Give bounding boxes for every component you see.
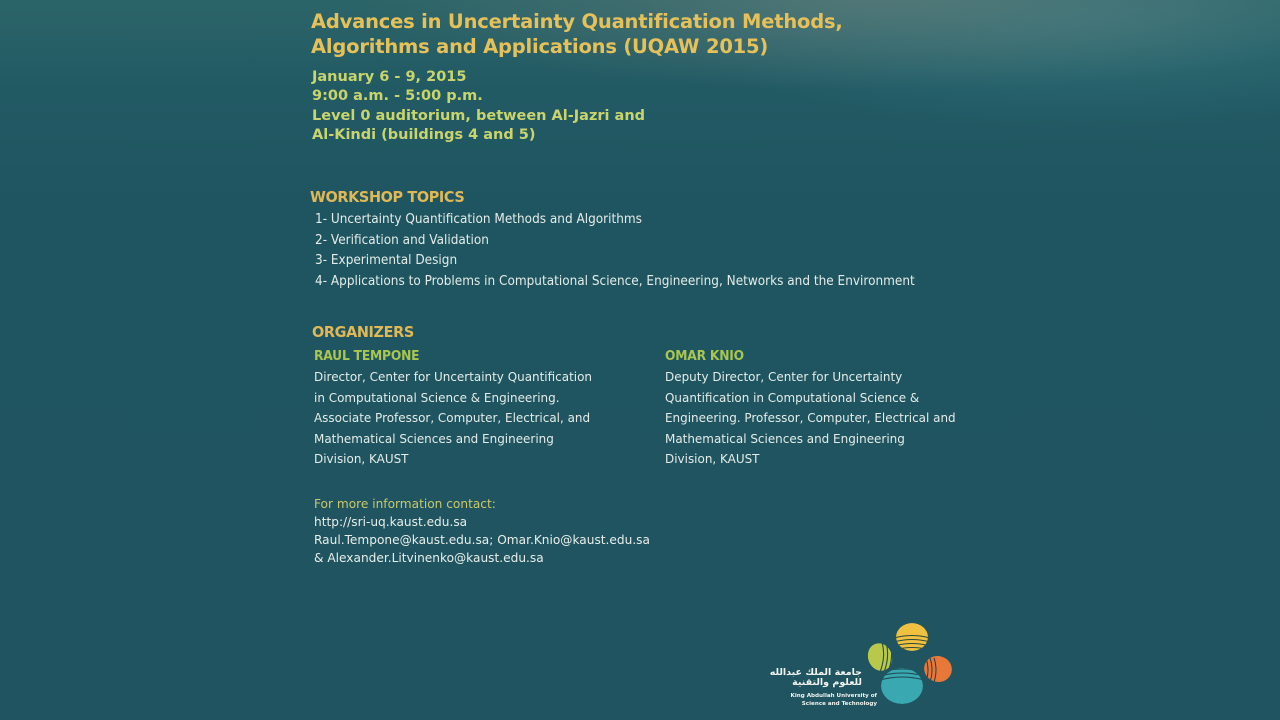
- logo-leaf-orange-fill: [921, 653, 955, 685]
- event-location-line: Level 0 auditorium, between Al-Jazri and: [312, 107, 646, 124]
- logo-leaf-orange: [921, 653, 955, 685]
- organizer-description-line: Mathematical Sciences and Engineering: [314, 430, 554, 446]
- organizer-name: RAUL TEMPONE: [314, 349, 420, 364]
- organizer-description-line: Associate Professor, Computer, Electrical, and: [314, 410, 591, 426]
- organizer-description-line: Division, KAUST: [665, 451, 760, 467]
- kaust-logo-mark-icon: [864, 620, 956, 712]
- organizer-description-line: Division, KAUST: [314, 451, 409, 467]
- website-link[interactable]: http://sri-uq.kaust.edu.sa: [314, 515, 468, 530]
- workshop-topics-list: [315, 210, 915, 292]
- topic-item: 3- Experimental Design: [315, 253, 458, 269]
- organizer-description-line: in Computational Science & Engineering.: [314, 389, 560, 405]
- organizer-omar-knio: [665, 347, 971, 470]
- organizer-description-line: Deputy Director, Center for Uncertainty: [665, 369, 903, 384]
- logo-arabic-line: للعلوم والتقنية: [792, 677, 862, 688]
- topic-item: 2- Verification and Validation: [315, 232, 489, 248]
- logo-english-line: Science and Technology: [801, 701, 877, 707]
- organizers-heading: ORGANIZERS: [312, 323, 414, 341]
- event-date: January 6 - 9, 2015: [312, 69, 467, 85]
- event-title: [311, 9, 843, 59]
- organizer-description: [314, 367, 592, 470]
- organizer-description-line: Mathematical Sciences and Engineering: [665, 430, 905, 446]
- logo-arabic-line: جامعة الملك عبدالله: [769, 667, 862, 678]
- organizer-raul-tempone: [314, 347, 607, 470]
- logo-arabic-text: [770, 668, 862, 688]
- event-title-line: Advances in Uncertainty Quantification Methods,: [311, 10, 843, 33]
- contact-info: [314, 496, 668, 568]
- logo-english-line: King Abdullah University of: [790, 693, 877, 699]
- topic-item: 1- Uncertainty Quantification Methods and Algorithms: [315, 212, 642, 227]
- event-details: [312, 68, 645, 146]
- logo-leaf-lime: [864, 640, 896, 675]
- event-time: 9:00 a.m. - 5:00 p.m.: [312, 88, 483, 105]
- organizer-description-line: Director, Center for Uncertainty Quantification: [314, 369, 592, 384]
- contact-url-line: [314, 514, 650, 532]
- contact-emails-line[interactable]: & Alexander.Litvinenko@kaust.edu.sa: [314, 551, 544, 566]
- event-location-line: Al-Kindi (buildings 4 and 5): [312, 127, 536, 144]
- organizer-description-line: Engineering. Professor, Computer, Electrical and: [665, 410, 956, 426]
- kaust-logo: [769, 620, 957, 718]
- topic-item: 4- Applications to Problems in Computational Science, Engineering, Networks and the Environment: [315, 273, 915, 289]
- logo-leaf-teal: [880, 668, 924, 704]
- event-title-line: Algorithms and Applications (UQAW 2015): [311, 35, 769, 58]
- logo-leaf-yellow: [894, 623, 930, 651]
- organizer-name: OMAR KNIO: [665, 349, 744, 364]
- workshop-topics-heading: WORKSHOP TOPICS: [310, 188, 465, 206]
- contact-label: For more information contact:: [314, 497, 496, 512]
- contact-emails-line[interactable]: Raul.Tempone@kaust.edu.sa; Omar.Knio@kaust.edu.sa: [314, 533, 650, 548]
- organizer-description-line: Quantification in Computational Science &: [665, 389, 920, 405]
- organizer-description: [665, 367, 956, 470]
